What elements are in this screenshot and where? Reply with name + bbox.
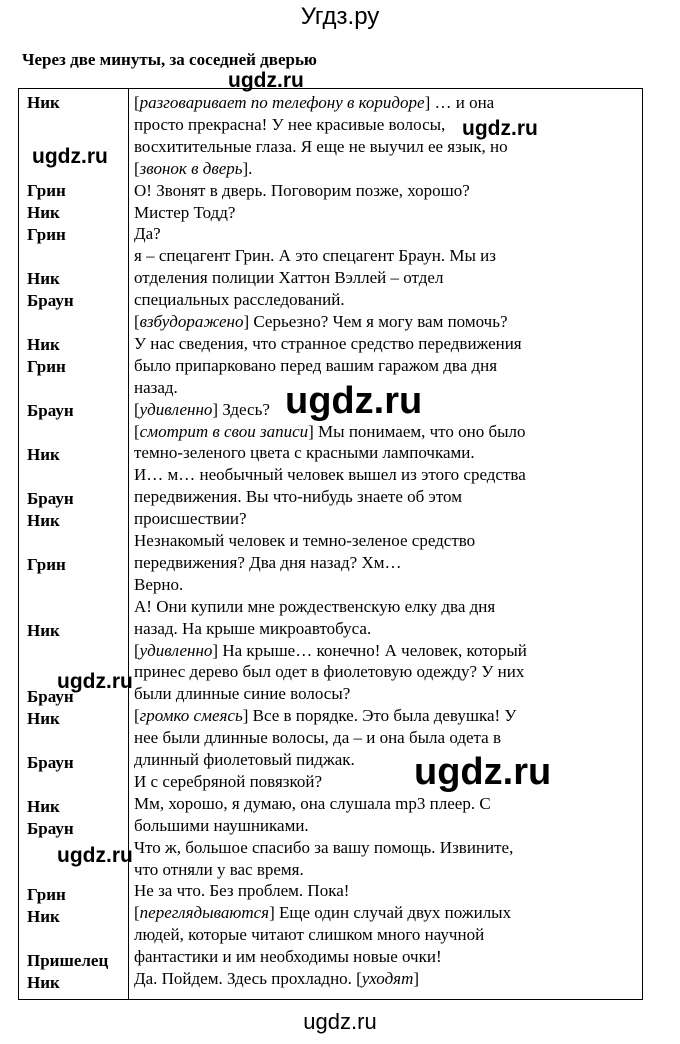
dialogue-line — [134, 311, 508, 333]
stage-direction: смотрит в свои записи — [139, 421, 309, 441]
dialogue-line — [134, 180, 470, 202]
stage-direction: громко смеясь — [139, 706, 243, 726]
line-text: Не за что. Без проблем. Пока! — [134, 881, 350, 901]
line-text: происшествии? — [134, 509, 247, 529]
stage-direction: звонок в дверь — [139, 158, 243, 178]
line-text: [ — [134, 706, 140, 726]
dialogue-line — [134, 267, 443, 289]
line-text: принес дерево был одет в фиолетовую одежду? У них — [134, 662, 525, 682]
speaker-name: Грин — [27, 555, 66, 574]
line-text: длинный фиолетовый пиджак. — [134, 750, 355, 769]
stage-direction: переглядываются — [139, 903, 270, 923]
watermark: ugdz.ru — [57, 844, 133, 867]
line-text: что отняли у вас время. — [134, 859, 304, 879]
line-text: были длинные синие волосы? — [134, 684, 351, 704]
line-text: назад. — [134, 377, 178, 397]
speaker-name: Ник — [27, 621, 60, 640]
speaker-name: Грин — [27, 885, 66, 904]
line-text: Да? — [134, 224, 161, 244]
dialogue-line — [134, 508, 247, 530]
dialogue-line — [134, 202, 235, 224]
dialogue-line — [134, 683, 350, 705]
dialogue-line — [134, 552, 402, 574]
speaker-name: Ник — [27, 907, 60, 926]
dialogue-line — [134, 486, 462, 508]
line-text: фантастики и им необходимы новые очки! — [134, 947, 442, 967]
line-text-tail: ] Здесь? — [212, 399, 270, 419]
dialogue-line — [134, 333, 522, 355]
line-text: [ — [134, 399, 140, 419]
watermark: ugdz.ru — [32, 145, 108, 168]
line-text-tail: ] Еще один случай двух пожилых — [269, 903, 512, 923]
watermark: ugdz.ru — [57, 670, 133, 693]
line-text: передвижения? Два дня назад? Хм… — [134, 552, 402, 572]
dialogue-line — [134, 902, 511, 924]
line-text: восхитительные глаза. Я еще не выучил ее язык, но — [134, 136, 508, 156]
speaker-name: Ник — [27, 269, 60, 288]
line-text: назад. На крыше микроавтобуса. — [134, 618, 372, 638]
dialogue-line — [134, 661, 524, 683]
speaker-name: Браун — [27, 687, 74, 706]
line-text: А! Они купили мне рождественскую елку два дня — [134, 596, 496, 616]
speaker-name: Браун — [27, 291, 74, 310]
line-text: темно-зеленого цвета с красными лампочками. — [134, 443, 475, 463]
line-text: [ — [134, 640, 140, 660]
line-text: [ — [134, 903, 140, 923]
line-text: [ — [134, 312, 140, 331]
watermark: ugdz.ru — [462, 117, 538, 140]
dialogue-line — [134, 815, 309, 837]
speaker-name: Грин — [27, 181, 66, 200]
line-text: У нас сведения, что странное средство передвижения — [134, 333, 522, 353]
watermark: ugdz.ru — [285, 380, 423, 422]
line-text-tail: ] На крыше… конечно! А человек, который — [212, 640, 527, 660]
dialogue-line — [134, 946, 442, 968]
line-text: [ — [134, 158, 140, 178]
dialogue-line — [134, 377, 178, 399]
scene-heading: Через две минуты, за соседней дверью — [22, 50, 317, 69]
line-text: [ — [134, 93, 140, 112]
speaker-name: Ник — [27, 973, 60, 992]
line-text: [ — [134, 421, 140, 441]
dialogue-line — [134, 640, 527, 662]
speaker-name: Ник — [27, 445, 60, 464]
dialogue-line — [134, 442, 475, 464]
line-text: большими наушниками. — [134, 815, 309, 835]
speaker-name: Ник — [27, 335, 60, 354]
dialogue-line — [134, 464, 526, 486]
line-text: Да. Пойдем. Здесь прохладно. [ — [134, 969, 362, 988]
line-text: И… м… необычный человек вышел из этого средства — [134, 465, 526, 485]
line-text: передвижения. Вы что-нибудь знаете об этом — [134, 487, 462, 507]
speaker-name: Пришелец — [27, 951, 109, 970]
dialogue-line — [134, 421, 526, 443]
line-text-tail: ] Мы понимаем, что оно было — [308, 421, 526, 441]
speaker-name: Браун — [27, 819, 74, 838]
line-text: я – спецагент Грин. А это спецагент Браун. Мы из — [134, 246, 496, 266]
speaker-name: Браун — [27, 401, 74, 420]
dialogue-line — [134, 749, 355, 771]
dialogue-line — [134, 727, 501, 749]
line-text: было припарковано перед вашим гаражом два дня — [134, 355, 498, 375]
stage-direction: взбудоражено — [139, 312, 244, 331]
dialogue-line — [134, 223, 161, 245]
line-text: Верно. — [134, 574, 184, 594]
line-text-tail: ]. — [242, 158, 253, 178]
dialogue-line — [134, 114, 445, 136]
line-text: Мистер Тодд? — [134, 202, 236, 222]
dialogue-line — [134, 92, 494, 114]
dialogue-line — [134, 837, 513, 859]
speaker-name: Ник — [27, 511, 60, 530]
speaker-name: Грин — [27, 225, 66, 244]
site-title: Угдз.ру — [300, 3, 380, 30]
line-text: нее были длинные волосы, да – и она была одета в — [134, 728, 501, 748]
speaker-name: Ник — [27, 203, 60, 222]
line-text-tail: ] — [413, 969, 420, 988]
speaker-name: Браун — [27, 489, 74, 508]
dialogue-line — [134, 158, 252, 180]
dialogue-line — [134, 705, 516, 727]
dialogue-line — [134, 924, 484, 946]
line-text: Мм, хорошо, я думаю, она слушала mp3 плеер. С — [134, 793, 491, 813]
line-text: отделения полиции Хаттон Вэллей – отдел — [134, 268, 444, 288]
stage-direction: удивленно — [139, 640, 213, 660]
speaker-name: Ник — [27, 797, 60, 816]
stage-direction: уходят — [361, 969, 414, 988]
dialogue-line — [134, 771, 322, 793]
speaker-name: Браун — [27, 753, 74, 772]
dialogue-line — [134, 530, 475, 552]
dialogue-line — [134, 245, 496, 267]
footer-watermark: ugdz.ru — [303, 1009, 377, 1034]
dialogue-line — [134, 859, 304, 881]
dialogue-line — [134, 399, 270, 421]
watermark: ugdz.ru — [228, 69, 304, 92]
speaker-name: Ник — [27, 93, 60, 112]
dialogue-line — [134, 968, 419, 990]
dialogue-line — [134, 880, 349, 902]
line-text: И с серебряной повязкой? — [134, 771, 323, 791]
line-text-tail: ] … и она — [424, 93, 495, 112]
dialogue-line — [134, 618, 371, 640]
stage-direction: удивленно — [139, 399, 213, 419]
line-text: О! Звонят в дверь. Поговорим позже, хорошо? — [134, 180, 470, 200]
dialogue-line — [134, 136, 508, 158]
dialogue-line — [134, 289, 345, 311]
line-text-tail: ] Серьезно? Чем я могу вам помочь? — [243, 312, 508, 331]
dialogue-line — [134, 355, 497, 377]
line-text: просто прекрасна! У нее красивые волосы, — [134, 114, 446, 134]
line-text-tail: ] Все в порядке. Это была девушка! У — [242, 706, 517, 726]
stage-direction: разговаривает по телефону в коридоре — [139, 93, 425, 112]
speaker-name: Ник — [27, 709, 60, 728]
speaker-name: Грин — [27, 357, 66, 376]
line-text: специальных расследований. — [134, 290, 345, 310]
line-text: Незнакомый человек и темно-зеленое средство — [134, 531, 476, 550]
line-text: людей, которые читают слишком много научной — [134, 925, 485, 945]
line-text: Что ж, большое спасибо за вашу помощь. Извините, — [134, 837, 514, 857]
dialogue-line — [134, 596, 495, 618]
dialogue-line — [134, 574, 183, 596]
watermark: ugdz.ru — [414, 751, 552, 793]
dialogue-line — [134, 793, 491, 815]
